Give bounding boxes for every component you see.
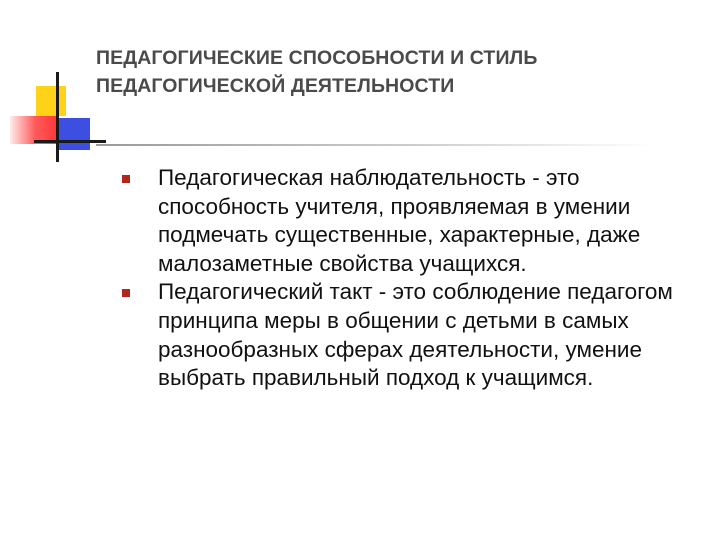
bullet-text-observation: Педагогическая наблюдательность - это способность учителя, проявляемая в умении подмечать существенные, характерные, даже малозаметные свойства учащихся. [158,165,641,276]
bullet-item-observation [120,164,700,278]
bullet-text-tact: Педагогический такт - это соблюдение педагогом принципа меры в общении с детьми в самых разнообразных сферах деятельности, умение выбрать правильный подход к учащимся. [158,279,673,391]
vertical-line-decoration [56,72,59,162]
slide-title [96,44,696,100]
square-bullet-icon [122,175,130,183]
slide-title-line-1: ПЕДАГОГИЧЕСКИЕ СПОСОБНОСТИ И СТИЛЬ [96,47,538,69]
blue-square-decoration [56,118,90,150]
bullet-item-tact [120,278,700,392]
bullet-list [120,164,700,393]
square-bullet-icon [122,289,130,297]
slide-title-line-2: ПЕДАГОГИЧЕСКОЙ ДЕЯТЕЛЬНОСТИ [96,75,455,97]
title-underline-rule [96,144,656,146]
yellow-square-decoration [36,86,66,116]
horizontal-line-decoration [34,140,106,143]
